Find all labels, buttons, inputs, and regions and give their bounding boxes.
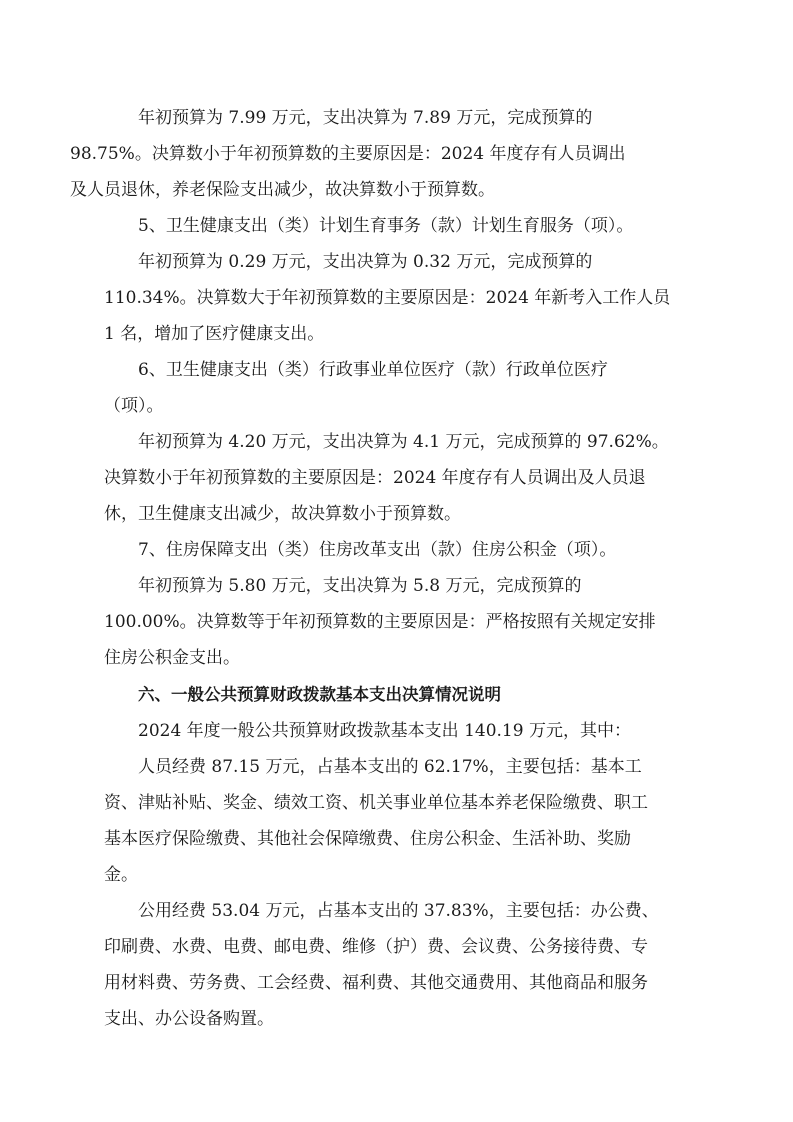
- paragraph-medical-budget: [104, 424, 695, 532]
- text-line: 2024 年度一般公共预算财政拨款基本支出 140.19 万元，其中：: [138, 721, 631, 741]
- text-line: 7、住房保障支出（类）住房改革支出（款）住房公积金（项）。: [138, 540, 617, 560]
- text-line: 及人员退休，养老保险支出减少，故决算数小于预算数。: [70, 180, 495, 200]
- text-line: 110.34%。决算数大于年初预算数的主要原因是：2024 年新考入工作人员: [104, 288, 671, 308]
- text-line: 1 名，增加了医疗健康支出。: [104, 324, 325, 344]
- text-line: 98.75%。决算数小于年初预算数的主要原因是：2024 年度存有人员调出: [70, 144, 626, 164]
- text-line: 支出、办公设备购置。: [104, 1009, 274, 1029]
- paragraph-public-expenses: [104, 893, 695, 1037]
- text-line: 人员经费 87.15 万元，占基本支出的 62.17%，主要包括：基本工: [138, 757, 642, 777]
- text-line: 用材料费、劳务费、工会经费、福利费、其他交通费用、其他商品和服务: [104, 973, 648, 993]
- paragraph-pension-budget: [70, 100, 695, 208]
- text-line: 年初预算为 4.20 万元，支出决算为 4.1 万元，完成预算的 97.62%。: [138, 432, 669, 452]
- section-heading-basic-expenditure: [104, 677, 695, 713]
- text-line: 公用经费 53.04 万元，占基本支出的 37.83%，主要包括：办公费、: [138, 901, 659, 921]
- item-family-planning: [104, 208, 695, 244]
- text-line: 年初预算为 7.99 万元，支出决算为 7.89 万元，完成预算的: [138, 108, 593, 128]
- text-line: 休，卫生健康支出减少，故决算数小于预算数。: [104, 504, 461, 524]
- paragraph-basic-expenditure-total: [104, 713, 695, 749]
- text-line: 金。: [104, 865, 138, 885]
- text-line: 5、卫生健康支出（类）计划生育事务（款）计划生育服务（项）。: [138, 216, 634, 236]
- text-line: 住房公积金支出。: [104, 648, 240, 668]
- paragraph-housing-budget: [104, 568, 695, 676]
- text-line: 100.00%。决算数等于年初预算数的主要原因是：严格按照有关规定安排: [104, 612, 656, 632]
- heading-text: 六、一般公共预算财政拨款基本支出决算情况说明: [138, 685, 501, 704]
- paragraph-family-planning-budget: [104, 244, 695, 352]
- text-line: （项）。: [104, 396, 164, 416]
- text-line: 决算数小于年初预算数的主要原因是：2024 年度存有人员调出及人员退: [104, 468, 646, 488]
- item-administrative-medical: [104, 352, 695, 424]
- text-line: 基本医疗保险缴费、其他社会保障缴费、住房公积金、生活补助、奖励: [104, 829, 631, 849]
- text-line: 年初预算为 0.29 万元，支出决算为 0.32 万元，完成预算的: [138, 252, 593, 272]
- text-line: 印刷费、水费、电费、邮电费、维修（护）费、会议费、公务接待费、专: [104, 937, 648, 957]
- item-housing-fund: [104, 532, 695, 568]
- text-line: 6、卫生健康支出（类）行政事业单位医疗（款）行政单位医疗: [138, 360, 608, 380]
- text-line: 年初预算为 5.80 万元，支出决算为 5.8 万元，完成预算的: [138, 576, 582, 596]
- paragraph-personnel-expenses: [104, 749, 695, 893]
- text-line: 资、津贴补贴、奖金、绩效工资、机关事业单位基本养老保险缴费、职工: [104, 793, 648, 813]
- document-body: [70, 100, 695, 1037]
